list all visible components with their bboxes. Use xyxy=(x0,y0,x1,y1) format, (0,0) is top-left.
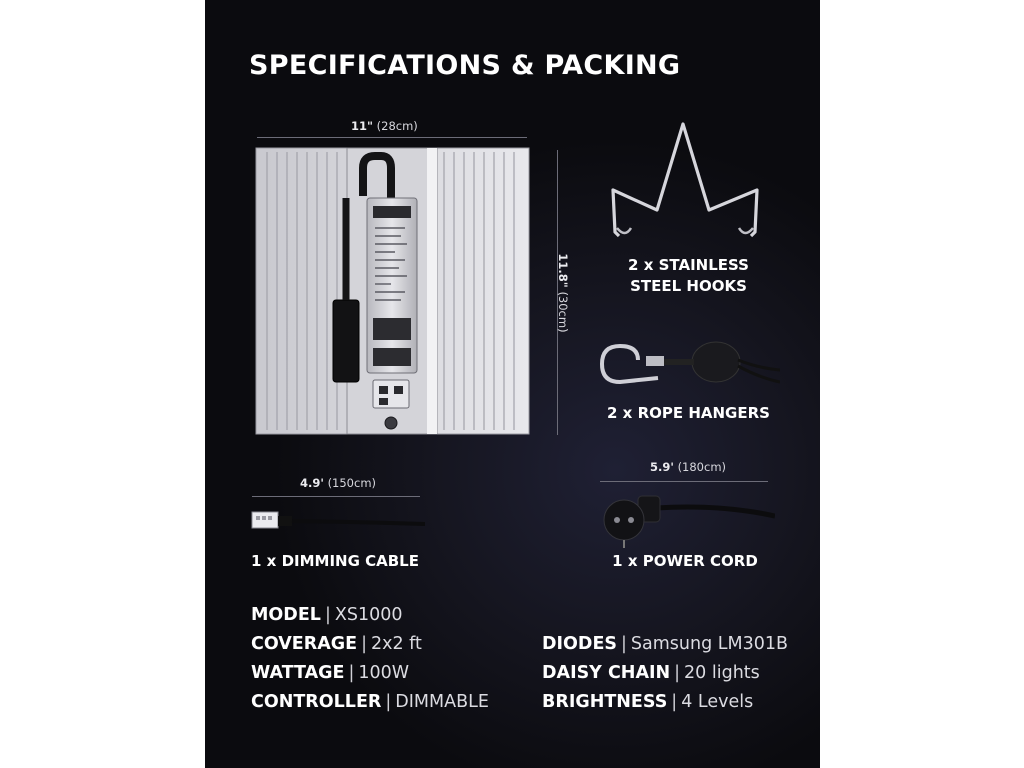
spec-key: MODEL xyxy=(251,605,321,625)
led-grow-light-image xyxy=(255,138,530,436)
spec-value: Samsung LM301B xyxy=(630,634,789,654)
hooks-caption xyxy=(596,255,781,297)
spec-separator: | xyxy=(361,634,367,654)
power-cord-length: 5.9' xyxy=(650,460,674,474)
dimming-cable-line xyxy=(252,496,420,497)
spec-key: CONTROLLER xyxy=(251,692,382,712)
power-cord-unit: (180cm) xyxy=(677,460,727,474)
spec-key: BRIGHTNESS xyxy=(542,692,668,712)
width-value: 11" xyxy=(351,119,373,133)
dimming-cable-caption: 1 x DIMMING CABLE xyxy=(251,552,419,570)
hooks-caption-line2: STEEL HOOKS xyxy=(630,277,747,295)
power-cord-caption: 1 x POWER CORD xyxy=(612,552,758,570)
height-value: 11.8" xyxy=(556,253,570,288)
width-unit: (28cm) xyxy=(376,119,418,133)
spec-daisy-chain xyxy=(542,663,760,683)
dimming-cable-length: 4.9' xyxy=(300,476,324,490)
hooks-caption-line1: 2 x STAINLESS xyxy=(628,256,749,274)
spec-separator: | xyxy=(671,692,678,712)
spec-panel xyxy=(205,0,820,768)
power-cord-line xyxy=(600,481,768,482)
page-title: SPECIFICATIONS & PACKING xyxy=(249,50,681,81)
spec-separator: | xyxy=(385,692,392,712)
spec-key: DAISY CHAIN xyxy=(542,663,671,683)
spec-separator: | xyxy=(674,663,681,683)
spec-value: 4 Levels xyxy=(681,692,754,712)
power-cord-dimension xyxy=(650,460,726,474)
spec-brightness xyxy=(542,692,753,712)
spec-value: 100W xyxy=(358,663,410,683)
spec-key: WATTAGE xyxy=(251,663,345,683)
spec-key: COVERAGE xyxy=(251,634,358,654)
rope-hangers-caption: 2 x ROPE HANGERS xyxy=(607,404,770,422)
spec-separator: | xyxy=(324,605,331,625)
spec-value: XS1000 xyxy=(334,605,403,625)
spec-model xyxy=(251,605,402,625)
spec-wattage xyxy=(251,663,409,683)
spec-key: DIODES xyxy=(542,634,617,654)
spec-value: 20 lights xyxy=(684,663,760,683)
dimming-cable-unit: (150cm) xyxy=(327,476,377,490)
spec-separator: | xyxy=(621,634,627,654)
height-unit: (30cm) xyxy=(556,291,570,333)
rope-hanger-image xyxy=(598,338,780,398)
dimming-cable-dimension xyxy=(300,476,376,490)
dimming-cable-image xyxy=(250,502,425,542)
spec-coverage xyxy=(251,634,422,654)
spec-diodes xyxy=(542,634,788,654)
spec-value: DIMMABLE xyxy=(395,692,489,712)
power-plug-image xyxy=(600,490,775,552)
height-dimension xyxy=(556,223,570,363)
spec-separator: | xyxy=(348,663,355,683)
spec-controller xyxy=(251,692,489,712)
steel-hook-image xyxy=(605,120,773,245)
spec-value: 2x2 ft xyxy=(371,634,422,654)
width-dimension xyxy=(351,119,418,133)
